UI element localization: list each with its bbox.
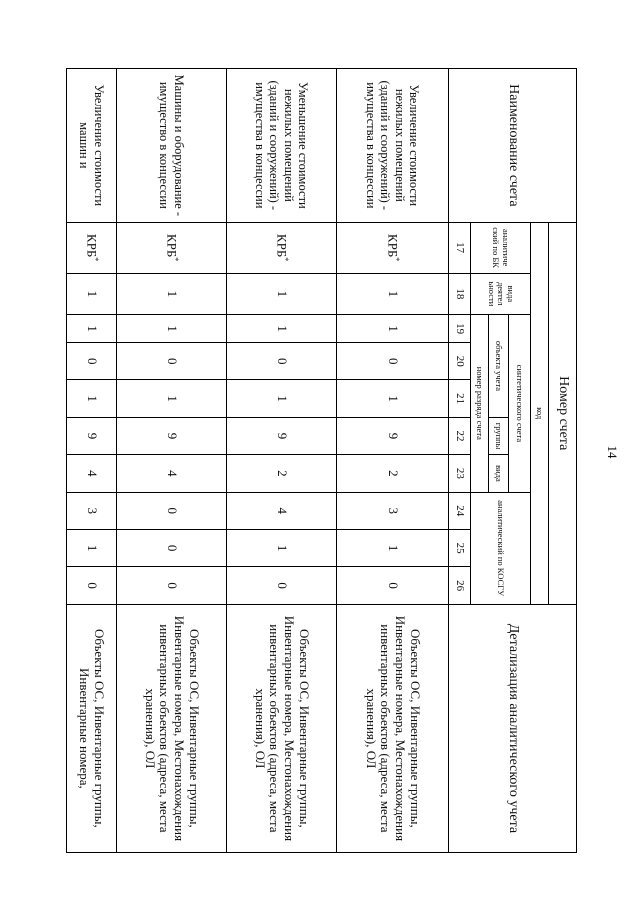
value-cell: 0 [117,529,227,566]
value-cell: 1 [227,529,337,566]
value-cell: 1 [67,529,117,566]
value-cell: 0 [337,343,449,380]
krb-label: КРБ [84,233,100,258]
detail-cell: Объекты ОС, Инвентарные группы, Инвентарные номера, Местонахождения инвентарных объектов (адреса, места хранения), ОЛ [227,604,337,852]
krb-footnote-mark: * [280,257,290,262]
column-number: 20 [449,343,471,380]
column-number: 24 [449,492,471,529]
value-cell: 1 [337,380,449,417]
table-row [67,69,117,853]
value-cell: 1 [117,315,227,343]
value-cell: 0 [117,567,227,604]
value-cell: 1 [67,315,117,343]
header-category-number: номер разряда счета [471,315,489,493]
value-cell: 1 [337,529,449,566]
header-detail: Детализация аналитического учета [449,604,577,852]
header-synthetic: синтетического счета [509,315,531,493]
krb-footnote-mark: * [90,257,100,262]
value-cell: 4 [67,455,117,492]
krb-label: КРБ [274,233,290,258]
table-row [337,69,449,853]
column-number: 23 [449,455,471,492]
value-cell: 4 [227,492,337,529]
column-number: 21 [449,380,471,417]
value-cell: 9 [337,417,449,454]
account-name-cell: Машины и оборудование - имущество в концессии [117,69,227,223]
detail-cell: Объекты ОС, Инвентарные группы, Инвентарные номера, Местонахождения инвентарных объектов (адреса, места хранения), ОЛ [117,604,227,852]
value-cell: 0 [337,567,449,604]
column-number: 25 [449,529,471,566]
value-cell: 1 [67,380,117,417]
krb-footnote-mark: * [391,257,401,262]
value-cell: 1 [337,315,449,343]
header-account-number: Номер счета [549,222,577,604]
account-name-cell: Увеличение стоимости нежилых помещений (зданий и сооружений) - имущества в концессии [337,69,449,223]
value-cell: 1 [67,273,117,315]
accounts-table [66,68,577,853]
column-number: 26 [449,567,471,604]
value-cell: 0 [117,343,227,380]
value-cell: 1 [117,380,227,417]
krb-cell [227,222,337,273]
value-cell: 1 [117,273,227,315]
value-cell: 1 [227,273,337,315]
value-cell: 1 [227,315,337,343]
krb-footnote-mark: * [170,257,180,262]
krb-cell [67,222,117,273]
value-cell: 0 [117,492,227,529]
value-cell: 9 [227,417,337,454]
column-number: 22 [449,417,471,454]
value-cell: 2 [337,455,449,492]
value-cell: 0 [227,343,337,380]
column-number: 19 [449,315,471,343]
value-cell: 9 [117,417,227,454]
detail-cell: Объекты ОС, Инвентарные группы, Инвентарные номера, Местонахождения инвентарных объектов (адреса, места хранения), ОЛ [337,604,449,852]
header-account-object: объекта учета [489,315,509,418]
page-number: 14 [605,445,620,459]
value-cell: 0 [227,567,337,604]
krb-cell [117,222,227,273]
table-row [227,69,337,853]
value-cell: 1 [337,273,449,315]
header-activity-type: вида деятел ьности [471,273,531,315]
value-cell: 0 [67,567,117,604]
krb-cell [337,222,449,273]
rotated-table-wrapper [67,68,577,853]
krb-label: КРБ [385,233,401,258]
header-analytic-bk: аналитиче ский по БК [471,222,531,273]
account-name-cell: Увеличение стоимости машин и [67,69,117,223]
value-cell: 9 [67,417,117,454]
header-account-name: Наименование счета [449,69,577,223]
value-cell: 2 [227,455,337,492]
header-group: группы [489,417,509,454]
header-kind: вида [489,455,509,492]
account-name-cell: Уменьшение стоимости нежилых помещений (зданий и сооружений) - имущества в концессии [227,69,337,223]
detail-cell: Объекты ОС, Инвентарные группы, Инвентарные номера, [67,604,117,852]
column-number: 17 [449,222,471,273]
value-cell: 3 [337,492,449,529]
table-row [117,69,227,853]
value-cell: 0 [67,343,117,380]
krb-label: КРБ [164,233,180,258]
header-analytic-kosgu: аналитический по КОСГУ [471,492,531,604]
column-number: 18 [449,273,471,315]
header-code: код [531,222,549,604]
value-cell: 3 [67,492,117,529]
value-cell: 1 [227,380,337,417]
value-cell: 4 [117,455,227,492]
